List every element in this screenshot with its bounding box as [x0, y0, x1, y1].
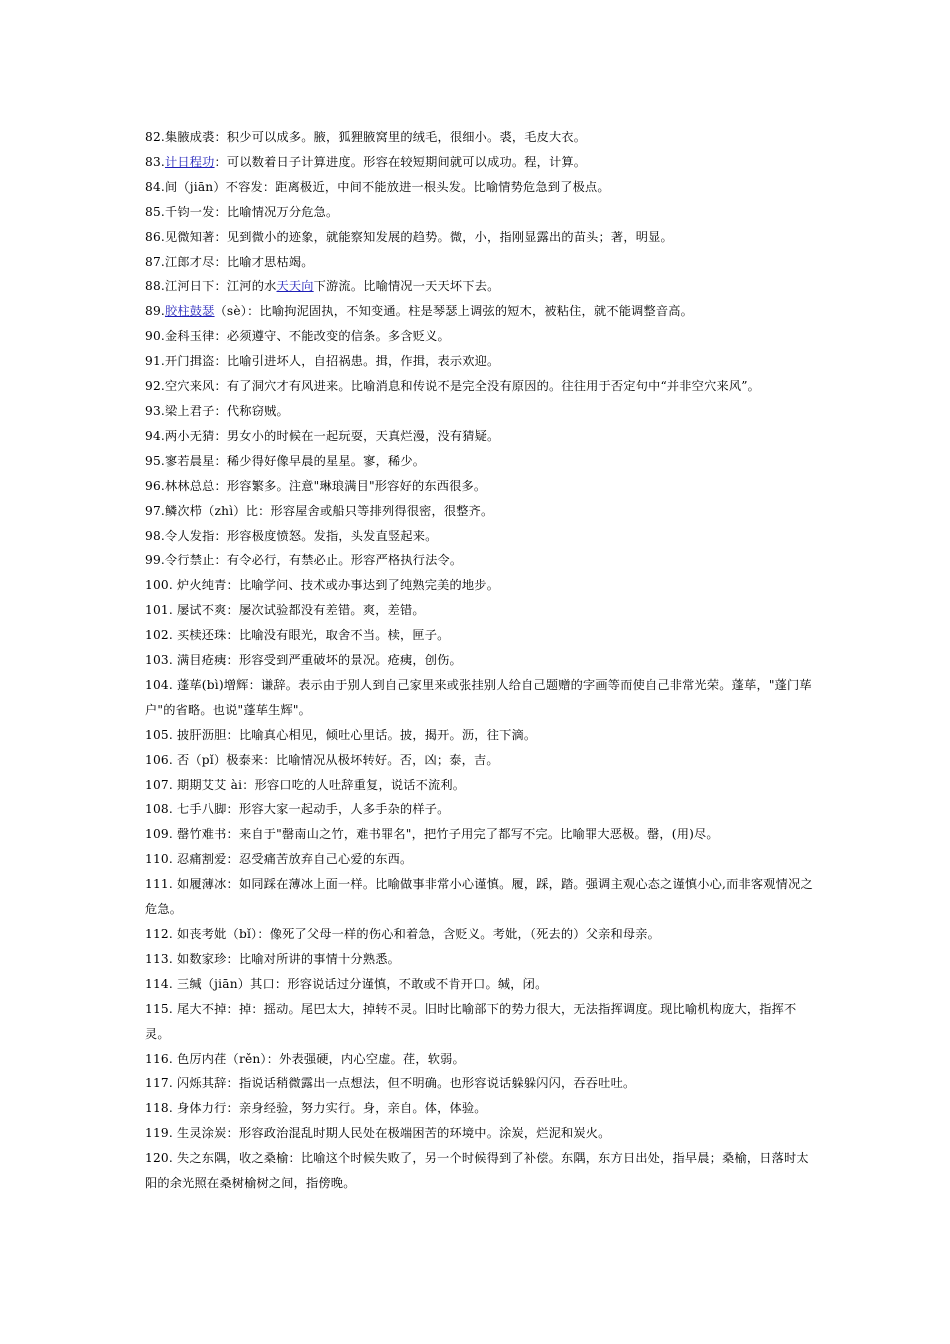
entry-text: 117. 闪烁其辞：指说话稍微露出一点想法，但不明确。也形容说话躲躲闪闪，吞吞吐吐。 — [145, 1076, 636, 1091]
idiom-entry — [145, 424, 815, 449]
entry-text: 92.空穴来风：有了洞穴才有风进来。比喻消息和传说不是完全没有原因的。往往用于否定句中“并非空穴来风”。 — [145, 379, 761, 394]
entry-text: 98.令人发指：形容极度愤怒。发指，头发直竖起来。 — [145, 528, 438, 543]
idiom-entry — [145, 1121, 815, 1146]
idiom-entry — [145, 499, 815, 524]
idiom-entry — [145, 623, 815, 648]
entry-text: 82.集腋成裘：积少可以成多。腋，狐狸腋窝里的绒毛，很细小。裘，毛皮大衣。 — [145, 130, 587, 144]
idiom-entry — [145, 374, 815, 399]
entry-text: 107. 期期艾艾 ài：形容口吃的人吐辞重复，说话不流利。 — [145, 777, 466, 792]
idiom-entry — [145, 399, 815, 424]
entry-text: 120. 失之东隅，收之桑榆：比喻这个时候失败了，另一个时候得到了补偿。东隅，东方日出处，指早晨；桑榆，日落时太阳的余光照在桑树榆树之间，指傍晚。 — [145, 1151, 809, 1191]
entry-text: 113. 如数家珍：比喻对所讲的事情十分熟悉。 — [145, 951, 400, 966]
entry-text: 87.江郎才尽：比喻才思枯竭。 — [145, 254, 314, 269]
entry-text: 102. 买椟还珠：比喻没有眼光，取舍不当。椟，匣子。 — [145, 628, 450, 643]
idiom-entry — [145, 872, 815, 922]
idiom-entry — [145, 225, 815, 250]
entry-text: 103. 满目疮痍：形容受到严重破坏的景况。疮痍，创伤。 — [145, 653, 462, 668]
idiom-entry — [145, 1146, 815, 1196]
entry-text: 96.林林总总：形容繁多。注意"琳琅满目"形容好的东西很多。 — [145, 478, 487, 493]
entry-text: 89. — [145, 304, 165, 319]
idiom-entry — [145, 773, 815, 798]
idiom-entry — [145, 598, 815, 623]
idiom-entry — [145, 175, 815, 200]
idiom-entry — [145, 324, 815, 349]
entry-text: 85.千钧一发：比喻情况万分危急。 — [145, 204, 339, 219]
entry-text: 90.金科玉律：必须遵守、不能改变的信条。多含贬义。 — [145, 329, 450, 344]
idiom-link[interactable]: 胶柱鼓瑟 — [164, 304, 215, 319]
entry-text: 97.鳞次栉（zhì）比：形容屋舍或船只等排列得很密，很整齐。 — [145, 503, 494, 518]
entry-text: （sè）：比喻拘泥固执，不知变通。柱是琴瑟上调弦的短木，被粘住，就不能调整音高。 — [214, 304, 694, 319]
idiom-entry — [145, 349, 815, 374]
idiom-entry — [145, 1096, 815, 1121]
entry-text: 115. 尾大不掉：掉：摇动。尾巴太大，掉转不灵。旧时比喻部下的势力很大，无法指挥调度。现比喻机构庞大，指挥不灵。 — [145, 1001, 797, 1041]
idiom-entry — [145, 1071, 815, 1096]
entry-text: 110. 忍痛割爱：忍受痛苦放弃自己心爱的东西。 — [145, 852, 413, 867]
entry-text: 108. 七手八脚：形容大家一起动手，人多手杂的样子。 — [145, 802, 450, 817]
idiom-entry — [145, 997, 815, 1047]
entry-text: 116. 色厉内荏（rěn）：外表强硬，内心空虚。荏，软弱。 — [145, 1051, 465, 1066]
idiom-link[interactable]: 计日程功 — [164, 154, 215, 169]
entry-text: 105. 披肝沥胆：比喻真心相见，倾吐心里话。披，揭开。沥，往下滴。 — [145, 727, 537, 742]
entry-text: 109. 罄竹难书：来自于"罄南山之竹，难书罪名"，把竹子用完了都写不完。比喻罪大恶极。罄，(用)尽。 — [145, 827, 719, 842]
idiom-entry — [145, 1047, 815, 1072]
idiom-list — [145, 125, 815, 1196]
entry-text: 99.令行禁止：有令必行，有禁必止。形容严格执行法令。 — [145, 553, 463, 568]
idiom-entry — [145, 972, 815, 997]
idiom-entry — [145, 250, 815, 275]
idiom-entry — [145, 274, 815, 299]
entry-text: 119. 生灵涂炭：形容政治混乱时期人民处在极端困苦的环境中。涂炭，烂泥和炭火。 — [145, 1126, 611, 1141]
entry-text: 104. 蓬荜(bì)增辉：谦辞。表示由于别人到自己家里来或张挂别人给自己题赠的字画等而使自己非常光荣。蓬荜，"蓬门荜户"的省略。也说"蓬荜生辉"。 — [145, 677, 812, 717]
idiom-entry — [145, 748, 815, 773]
entry-text: 84.间（jiān）不容发：距离极近，中间不能放进一根头发。比喻情势危急到了极点。 — [145, 179, 610, 194]
entry-text: 86.见微知著：见到微小的迹象，就能察知发展的趋势。微，小，指刚显露出的苗头；著，明显。 — [145, 229, 673, 244]
entry-text: 100. 炉火纯青：比喻学问、技术或办事达到了纯熟完美的地步。 — [145, 578, 500, 593]
idiom-entry — [145, 125, 815, 150]
idiom-entry — [145, 648, 815, 673]
entry-text: 112. 如丧考妣（bǐ）：像死了父母一样的伤心和着急，含贬义。考妣，（死去的）父亲和母亲。 — [145, 927, 661, 941]
entry-text: 95.寥若晨星：稀少得好像早晨的星星。寥，稀少。 — [145, 453, 426, 468]
entry-text: 118. 身体力行：亲身经验，努力实行。身，亲自。体，体验。 — [145, 1101, 487, 1116]
idiom-entry — [145, 673, 815, 723]
entry-text: 114. 三缄（jiān）其口：形容说话过分谨慎，不敢或不肯开口。缄，闭。 — [145, 976, 548, 991]
idiom-entry — [145, 822, 815, 847]
idiom-entry — [145, 723, 815, 748]
entry-text: 106. 否（pǐ）极泰来：比喻情况从极坏转好。否，凶；泰，吉。 — [145, 752, 499, 767]
idiom-entry — [145, 524, 815, 549]
entry-text: 83. — [145, 154, 165, 169]
idiom-entry — [145, 474, 815, 499]
entry-text: 111. 如履薄冰：如同踩在薄冰上面一样。比喻做事非常小心谨慎。履，踩，踏。强调主观心态之谨慎小心,而非客观情况之危急。 — [145, 877, 813, 917]
entry-text: ：可以数着日子计算进度。形容在较短期间就可以成功。程，计算。 — [214, 154, 587, 169]
idiom-entry — [145, 449, 815, 474]
idiom-entry — [145, 150, 815, 175]
idiom-entry — [145, 200, 815, 225]
entry-text: 下游流。比喻情况一天天坏下去。 — [313, 279, 500, 294]
idiom-entry — [145, 573, 815, 598]
entry-text: 91.开门揖盗：比喻引进坏人，自招祸患。揖，作揖，表示欢迎。 — [145, 354, 500, 369]
idiom-entry — [145, 548, 815, 573]
idiom-link[interactable]: 天天向 — [276, 279, 314, 294]
idiom-entry — [145, 797, 815, 822]
idiom-entry — [145, 947, 815, 972]
entry-text: 93.梁上君子：代称窃贼。 — [145, 403, 289, 418]
entry-text: 94.两小无猜：男女小的时候在一起玩耍，天真烂漫，没有猜疑。 — [145, 428, 500, 443]
idiom-entry — [145, 847, 815, 872]
entry-text: 88.江河日下：江河的水 — [145, 279, 277, 294]
idiom-entry — [145, 922, 815, 947]
idiom-entry — [145, 299, 815, 324]
entry-text: 101. 屡试不爽：屡次试验都没有差错。爽，差错。 — [145, 603, 425, 618]
